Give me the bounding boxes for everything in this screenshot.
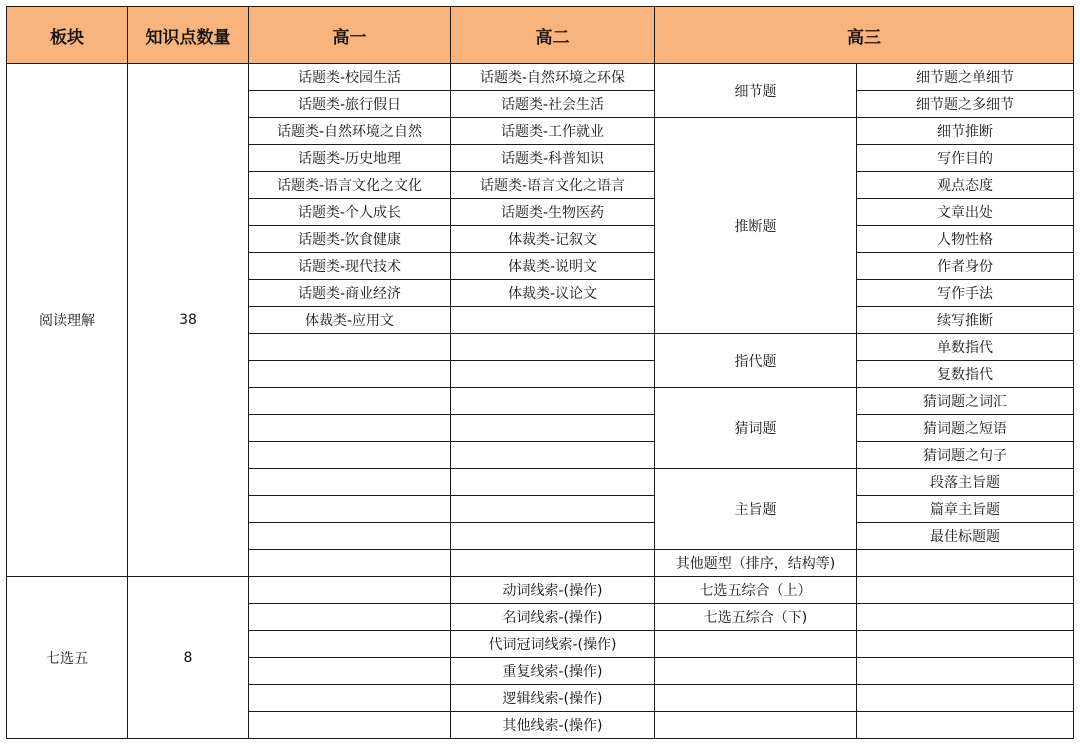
cell-empty <box>249 388 451 415</box>
cell: 写作目的 <box>857 145 1074 172</box>
cell-empty <box>249 334 451 361</box>
cell: 细节题之单细节 <box>857 64 1074 91</box>
cell: 话题类-科普知识 <box>451 145 655 172</box>
cell-empty <box>857 658 1074 685</box>
cell-empty <box>451 550 655 577</box>
cell: 代词冠词线索-(操作) <box>451 631 655 658</box>
header-section: 板块 <box>7 7 128 64</box>
cell-empty <box>451 388 655 415</box>
cell: 单数指代 <box>857 334 1074 361</box>
cell-empty <box>451 361 655 388</box>
cell-empty <box>249 685 451 712</box>
header-grade3: 高三 <box>655 7 1074 64</box>
header-grade2: 高二 <box>451 7 655 64</box>
cell: 动词线索-(操作) <box>451 577 655 604</box>
group-cell: 猜词题 <box>655 388 857 469</box>
cell-empty <box>249 442 451 469</box>
cell-empty <box>451 307 655 334</box>
cell: 话题类-商业经济 <box>249 280 451 307</box>
cell-empty <box>655 712 857 739</box>
cell-empty <box>249 550 451 577</box>
cell-empty <box>451 523 655 550</box>
table-row <box>7 577 1074 604</box>
cell-empty <box>249 577 451 604</box>
cell-empty <box>249 604 451 631</box>
cell-empty <box>857 712 1074 739</box>
cell: 续写推断 <box>857 307 1074 334</box>
cell-empty <box>655 685 857 712</box>
cell-empty <box>249 361 451 388</box>
cell-empty <box>655 631 857 658</box>
cell-empty <box>857 604 1074 631</box>
cell-empty <box>451 442 655 469</box>
cell: 话题类-现代技术 <box>249 253 451 280</box>
cell: 猜词题之词汇 <box>857 388 1074 415</box>
group-cell: 细节题 <box>655 64 857 118</box>
cell: 话题类-生物医药 <box>451 199 655 226</box>
cell-empty <box>249 658 451 685</box>
cell: 最佳标题题 <box>857 523 1074 550</box>
cell-empty <box>451 334 655 361</box>
header-count: 知识点数量 <box>128 7 249 64</box>
cell: 体裁类-议论文 <box>451 280 655 307</box>
cell: 其他线索-(操作) <box>451 712 655 739</box>
cell: 观点态度 <box>857 172 1074 199</box>
cell: 细节推断 <box>857 118 1074 145</box>
cell: 话题类-工作就业 <box>451 118 655 145</box>
cell: 话题类-语言文化之文化 <box>249 172 451 199</box>
cell: 逻辑线索-(操作) <box>451 685 655 712</box>
cell-empty <box>857 631 1074 658</box>
cell-empty <box>857 577 1074 604</box>
table-row <box>7 64 1074 91</box>
cell: 话题类-饮食健康 <box>249 226 451 253</box>
cell: 话题类-历史地理 <box>249 145 451 172</box>
cell-empty <box>451 469 655 496</box>
section-reading-name: 阅读理解 <box>7 64 128 577</box>
cell-empty <box>451 415 655 442</box>
group-cell: 主旨题 <box>655 469 857 550</box>
section-qixuanwu-name: 七选五 <box>7 577 128 739</box>
cell: 话题类-自然环境之环保 <box>451 64 655 91</box>
cell-empty <box>451 496 655 523</box>
cell: 篇章主旨题 <box>857 496 1074 523</box>
group-cell: 指代题 <box>655 334 857 388</box>
cell: 细节题之多细节 <box>857 91 1074 118</box>
cell: 复数指代 <box>857 361 1074 388</box>
cell: 体裁类-记叙文 <box>451 226 655 253</box>
cell: 文章出处 <box>857 199 1074 226</box>
cell: 体裁类-说明文 <box>451 253 655 280</box>
group-cell: 推断题 <box>655 118 857 334</box>
cell: 重复线索-(操作) <box>451 658 655 685</box>
cell-empty <box>249 415 451 442</box>
cell: 体裁类-应用文 <box>249 307 451 334</box>
cell: 作者身份 <box>857 253 1074 280</box>
cell-empty <box>857 550 1074 577</box>
header-row <box>7 7 1074 64</box>
cell: 段落主旨题 <box>857 469 1074 496</box>
group-cell: 其他题型（排序，结构等) <box>655 550 857 577</box>
cell-empty <box>249 496 451 523</box>
cell: 话题类-社会生活 <box>451 91 655 118</box>
cell: 话题类-个人成长 <box>249 199 451 226</box>
cell: 猜词题之短语 <box>857 415 1074 442</box>
cell: 话题类-语言文化之语言 <box>451 172 655 199</box>
section-qixuanwu-count: 8 <box>128 577 249 739</box>
cell-empty <box>249 523 451 550</box>
cell: 七选五综合（上） <box>655 577 857 604</box>
header-grade1: 高一 <box>249 7 451 64</box>
cell: 七选五综合（下) <box>655 604 857 631</box>
cell: 人物性格 <box>857 226 1074 253</box>
section-reading-count: 38 <box>128 64 249 577</box>
cell: 话题类-自然环境之自然 <box>249 118 451 145</box>
cell: 话题类-旅行假日 <box>249 91 451 118</box>
cell-empty <box>655 658 857 685</box>
cell-empty <box>249 712 451 739</box>
cell-empty <box>249 631 451 658</box>
cell: 猜词题之句子 <box>857 442 1074 469</box>
cell: 话题类-校园生活 <box>249 64 451 91</box>
knowledge-point-table <box>6 6 1074 739</box>
cell-empty <box>249 469 451 496</box>
cell: 名词线索-(操作) <box>451 604 655 631</box>
cell-empty <box>857 685 1074 712</box>
cell: 写作手法 <box>857 280 1074 307</box>
